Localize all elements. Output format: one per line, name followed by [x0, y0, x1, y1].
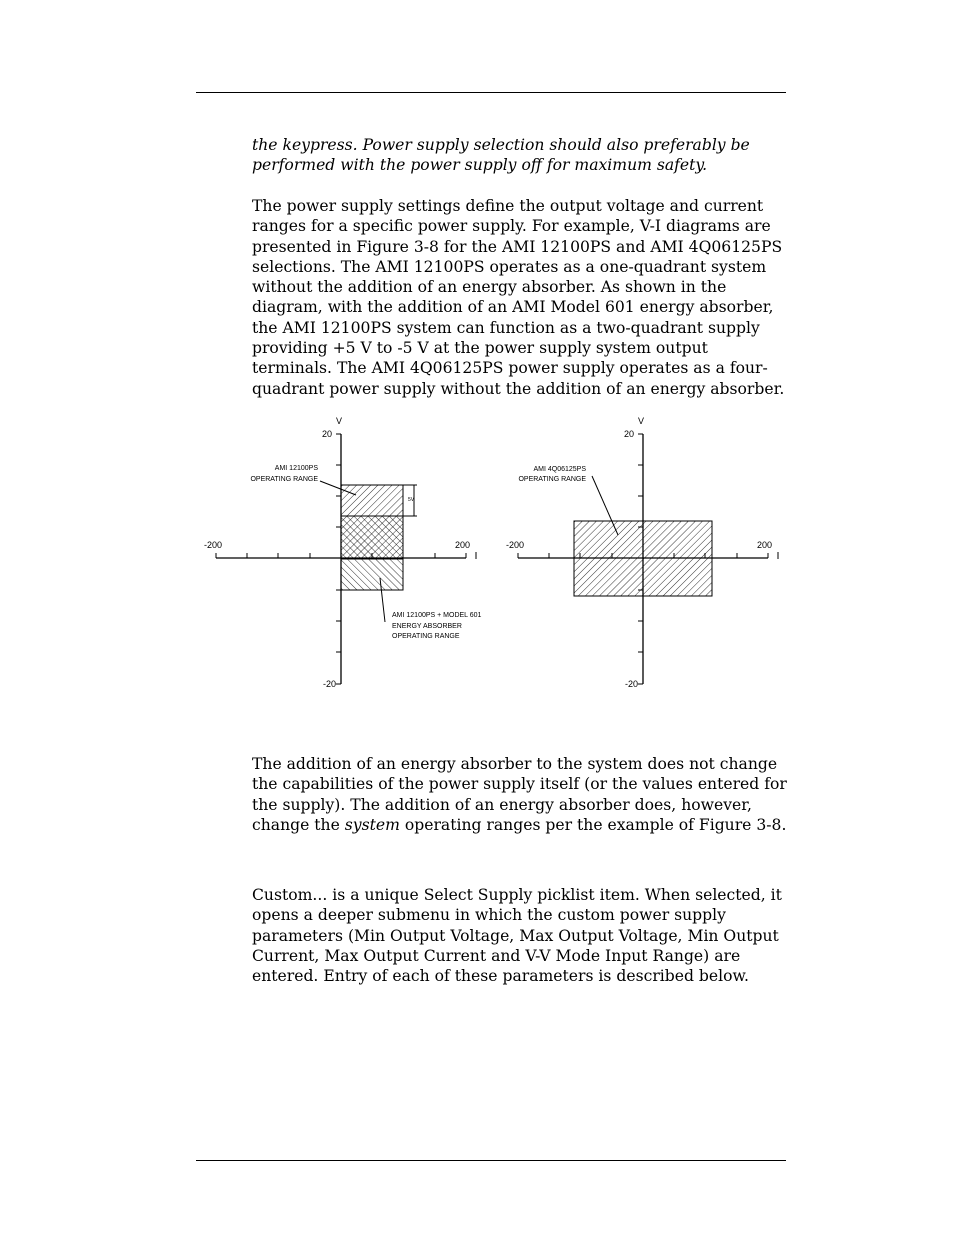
text-line: entered. Entry of each of these parameters is described below.: [252, 967, 749, 986]
emphasis: system: [344, 815, 400, 834]
text-line: [252, 815, 792, 835]
operating-range-12100ps: [341, 485, 403, 516]
v-min-tick-label: -20: [624, 679, 638, 689]
text-line: opens a deeper submenu in which the custom power supply: [252, 906, 726, 925]
paragraph-energy-absorber: [252, 754, 792, 835]
v-axis-label: V: [638, 416, 645, 426]
v-axis-label: V: [336, 416, 343, 426]
text-line: the supply). The addition of an energy absorber does, however,: [252, 795, 752, 814]
callout-label: OPERATING RANGE: [250, 476, 318, 483]
text-line: without the addition of an energy absorber. As shown in the: [252, 278, 727, 297]
diagram-4q06125ps: [506, 416, 778, 689]
text-line: the AMI 12100PS system can function as a two-quadrant supply: [252, 318, 760, 337]
text-line: selections. The AMI 12100PS operates as a one-quadrant system: [252, 257, 767, 276]
i-min-tick-label: -200: [204, 540, 223, 550]
diagram-12100ps: [204, 416, 482, 689]
text-line: Current, Max Output Current and V-V Mode Input Range) are: [252, 946, 741, 965]
callout-label: OPERATING RANGE: [518, 476, 586, 483]
text-line: the capabilities of the power supply itself (or the values entered for: [252, 775, 787, 794]
text-line: The power supply settings define the output voltage and current: [252, 197, 764, 215]
operating-range-with-absorber: [341, 559, 403, 590]
text-line: Custom... is a unique Select Supply picklist item. When selected, it: [252, 886, 782, 904]
text-line: terminals. The AMI 4Q06125PS power supply operates as a four-: [252, 359, 768, 378]
text-line: the keypress. Power supply selection should also preferably be: [252, 136, 750, 154]
text-line: The addition of an energy absorber to the system does not change: [252, 755, 778, 773]
text-line: presented in Figure 3-8 for the AMI 12100PS and AMI 4Q06125PS: [252, 237, 783, 256]
text-line: performed with the power supply off for maximum safety.: [252, 156, 708, 175]
i-min-tick-label: -200: [506, 540, 525, 550]
text-line: quadrant power supply without the addition of an energy absorber.: [252, 379, 785, 398]
callout-label: ENERGY ABSORBER: [392, 623, 462, 630]
text-line: parameters (Min Output Voltage, Max Output Voltage, Min Output: [252, 926, 779, 945]
i-max-tick-label: 200: [757, 540, 773, 550]
text-line: diagram, with the addition of an AMI Model 601 energy absorber,: [252, 298, 774, 317]
dimension-label: 5V: [408, 497, 415, 503]
paragraph-custom: [252, 885, 792, 986]
text-span: change the: [252, 815, 345, 834]
v-min-tick-label: -20: [322, 679, 336, 689]
i-max-tick-label: 200: [455, 540, 471, 550]
callout-label: OPERATING RANGE: [392, 633, 460, 640]
callout-label: AMI 4Q06125PS: [533, 466, 586, 473]
footer-rule: [196, 1160, 786, 1161]
callout-label: AMI 12100PS: [274, 465, 318, 472]
text-span: operating ranges per the example of Figure 3-8.: [399, 815, 787, 834]
text-line: ranges for a specific power supply. For example, V-I diagrams are: [252, 217, 771, 236]
v-max-tick-label: 20: [623, 429, 634, 439]
callout-label: AMI 12100PS + MODEL 601: [392, 612, 482, 619]
text-line: providing +5 V to -5 V at the power supply system output: [252, 339, 708, 358]
v-max-tick-label: 20: [321, 429, 332, 439]
overlap-range-cross: [341, 516, 403, 559]
